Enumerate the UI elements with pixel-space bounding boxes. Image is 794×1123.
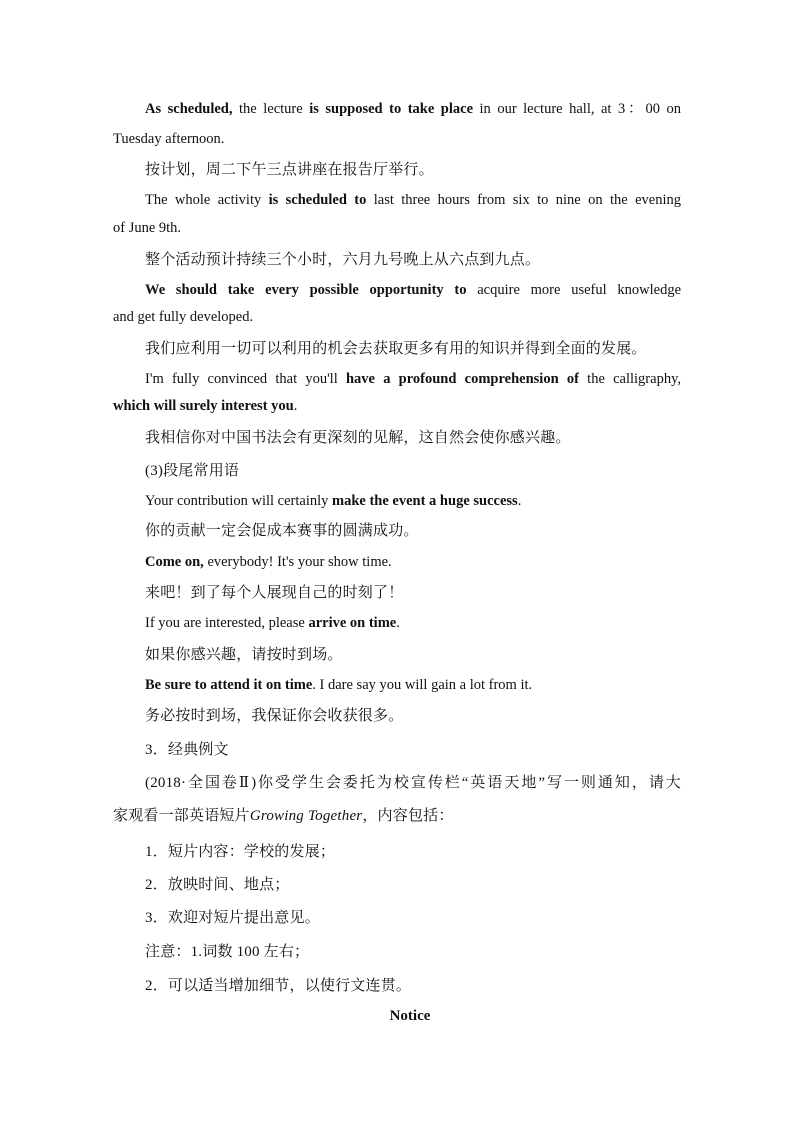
bold-phrase: We should take every possible opportunity	[145, 282, 444, 298]
example-sentence-6	[145, 552, 681, 572]
task-prompt-line-1: (2018·全国卷Ⅱ)你受学生会委托为校宣传栏“英语天地”写一则通知，请大	[145, 775, 681, 791]
text: the lecture	[232, 101, 310, 117]
notice-title: Notice	[389, 1008, 431, 1024]
bold-phrase: which will surely interest you	[113, 398, 294, 414]
example-sentence-4	[145, 369, 681, 389]
text: . I dare say you will gain a lot from it.	[312, 677, 533, 693]
bold-phrase: to	[454, 282, 467, 298]
example-sentence-4-cont: which will surely interest you.	[113, 398, 298, 414]
example-sentence-1	[145, 99, 681, 119]
translation-8: 务必按时到场，我保证你会收获很多。	[145, 708, 404, 724]
requirement-3: 3．欢迎对短片提出意见。	[145, 910, 320, 926]
bold-phrase: have a profound comprehension of	[345, 371, 579, 387]
example-sentence-1-cont: Tuesday afternoon.	[113, 131, 225, 147]
translation-3: 我们应利用一切可以利用的机会去获取更多有用的知识并得到全面的发展。	[145, 341, 647, 357]
bold-phrase: make the event a huge success	[332, 493, 518, 509]
section-heading-classic-example: 3．经典例文	[145, 742, 229, 758]
example-sentence-3-cont: and get fully developed.	[113, 309, 254, 325]
text: I'm fully convinced that you'll	[145, 371, 346, 387]
requirement-1: 1．短片内容：学校的发展；	[145, 844, 336, 860]
text: The whole activity	[145, 192, 269, 208]
bold-phrase: arrive on time	[308, 615, 397, 631]
bold-phrase: is scheduled to	[268, 192, 367, 208]
example-sentence-3	[145, 280, 681, 300]
text: everybody! It's your show time.	[203, 554, 392, 570]
text: last three hours from six to nine on the evening	[366, 192, 681, 208]
note-2: 2．可以适当增加细节，以使行文连贯。	[145, 978, 412, 994]
translation-7: 如果你感兴趣，请按时到场。	[145, 647, 343, 663]
example-sentence-2	[145, 190, 681, 210]
task-prompt-line-2: 家观看一部英语短片Growing Together，内容包括：	[113, 808, 454, 824]
example-sentence-2-cont: of June 9th.	[113, 220, 182, 236]
translation-5: 你的贡献一定会促成本赛事的圆满成功。	[145, 523, 419, 539]
text: Your contribution will certainly	[145, 493, 333, 509]
translation-1: 按计划，周二下午三点讲座在报告厅举行。	[145, 162, 434, 178]
translation-2: 整个活动预计持续三个小时，六月九号晚上从六点到九点。	[145, 252, 541, 268]
bold-phrase: Be sure to attend it on time	[145, 677, 313, 693]
requirement-2: 2．放映时间、地点；	[145, 877, 290, 893]
bold-phrase: As scheduled,	[145, 101, 233, 117]
section-heading-3: (3)段尾常用语	[145, 463, 240, 479]
example-sentence-7: If you are interested, please arrive on time.	[145, 615, 400, 631]
bold-phrase: Come on,	[145, 554, 204, 570]
translation-6: 来吧！到了每个人展现自己的时刻了！	[145, 585, 404, 601]
translation-4: 我相信你对中国书法会有更深刻的见解，这自然会使你感兴趣。	[145, 430, 571, 446]
note-1: 注意：1.词数 100 左右；	[145, 944, 310, 960]
text: the calligraphy,	[578, 371, 682, 387]
example-sentence-5: Your contribution will certainly make the event a huge success.	[145, 493, 522, 509]
film-title: Growing Together	[249, 808, 363, 824]
text: in our lecture hall, at 3：00 on	[473, 101, 681, 117]
text: If you are interested, please	[145, 615, 309, 631]
example-sentence-8	[145, 675, 681, 695]
text: acquire more useful knowledge	[466, 282, 682, 298]
bold-phrase: is supposed to take place	[309, 101, 474, 117]
